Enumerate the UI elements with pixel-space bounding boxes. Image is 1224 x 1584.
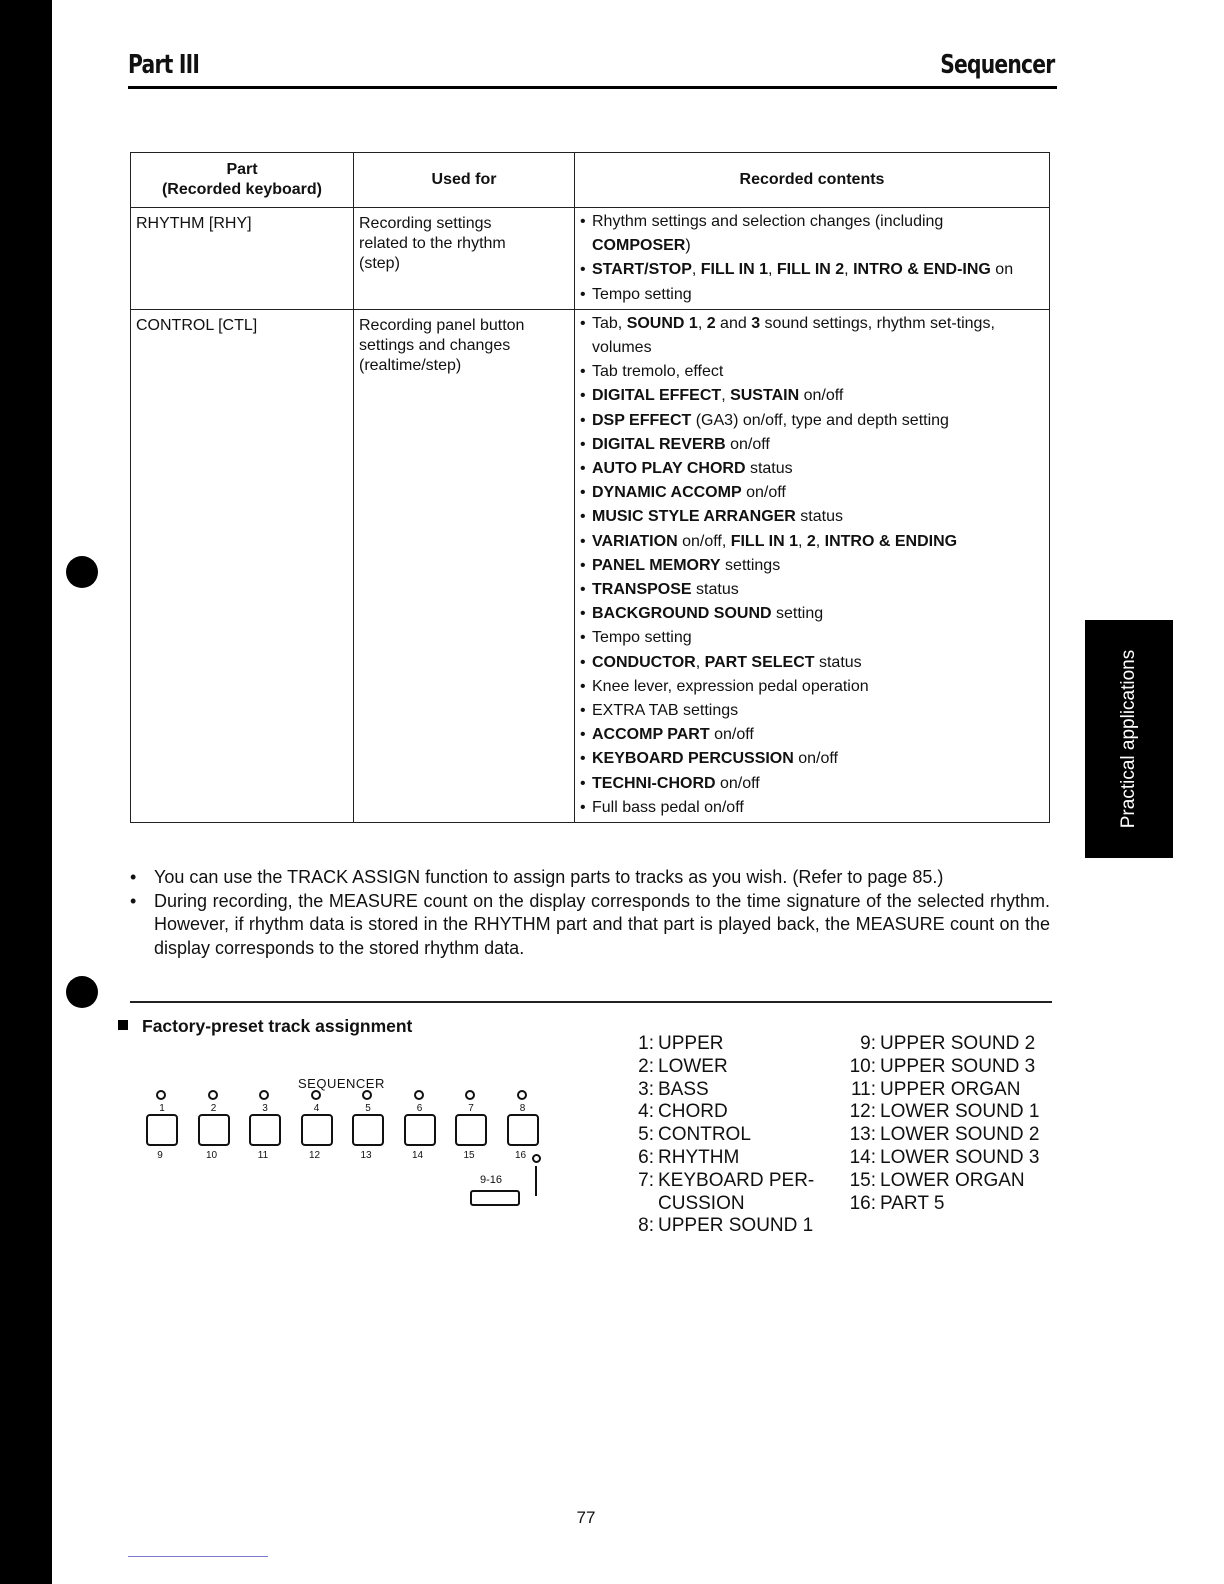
text-run: status: [691, 581, 739, 599]
sequencer-button-5: [352, 1114, 384, 1146]
text-run: and: [715, 314, 752, 332]
track-part: UPPER ORGAN: [880, 1078, 1021, 1100]
track-number-bottom: 12: [308, 1150, 321, 1161]
bold-run: DIGITAL REVERB: [592, 435, 726, 453]
track-part: UPPER SOUND 1: [658, 1215, 814, 1237]
text-run: ,: [721, 387, 731, 405]
track-number: 11:: [850, 1078, 876, 1100]
track-number: [592, 1193, 658, 1216]
bold-run: PART SELECT: [704, 653, 815, 671]
section-title: [118, 1016, 412, 1037]
track-number: 1:: [638, 1033, 654, 1054]
track-assignment-item: [592, 1056, 814, 1079]
bold-run: FILL IN 1: [730, 532, 798, 550]
track-part: RHYTHM: [658, 1146, 740, 1168]
track-part: CONTROL: [658, 1124, 751, 1146]
text-run: on/off: [725, 435, 770, 453]
bold-run: KEYBOARD PERCUSSION: [592, 750, 794, 768]
track-number-top: 6: [416, 1103, 423, 1114]
track-number-top: 8: [519, 1103, 526, 1114]
track-number: 9:: [860, 1033, 876, 1054]
bold-run: INTRO & ENDING: [824, 532, 958, 550]
track-assignment-item: [592, 1101, 814, 1124]
track-assignment-item: [592, 1215, 814, 1238]
track-number-bottom: 14: [411, 1150, 424, 1161]
text-run: settings: [720, 556, 781, 574]
bold-run: ACCOMP PART: [592, 726, 710, 744]
text-run: EXTRA TAB settings: [592, 702, 739, 720]
sequencer-button-4: [301, 1114, 333, 1146]
sequencer-led-icon: [465, 1090, 475, 1100]
cell-used-for: Recording settings related to the rhythm (step): [354, 208, 575, 310]
track-number: 7:: [638, 1169, 654, 1191]
bold-run: TECHNI-CHORD: [592, 774, 716, 792]
bold-run: FILL IN 1: [700, 261, 769, 279]
cell-part: RHYTHM [RHY]: [131, 208, 354, 310]
text-run: Full bass pedal on/off: [592, 798, 744, 816]
sequencer-led-icon: [517, 1090, 527, 1100]
text-run: ,: [697, 314, 707, 332]
text-run: setting: [771, 605, 824, 623]
text-run: ,: [695, 653, 705, 671]
contents-item: [580, 210, 1044, 258]
contents-item: [580, 747, 1044, 771]
track-assignment-item: [800, 1033, 1039, 1056]
text-run: status: [745, 460, 793, 478]
track-part: UPPER: [658, 1033, 724, 1054]
sequencer-led-icon: [156, 1090, 166, 1100]
text-run: ,: [768, 261, 777, 279]
text-run: ,: [815, 532, 825, 550]
sequencer-led-icon: [414, 1090, 424, 1100]
shift-connector-line: [535, 1166, 537, 1196]
cell-contents: [575, 309, 1050, 822]
left-binding-bar: [0, 0, 52, 1584]
text-run: on/off,: [677, 532, 731, 550]
recorded-contents-table: [130, 152, 1050, 823]
bold-run: INTRO & END-ING: [853, 261, 991, 279]
bold-run: PANEL MEMORY: [592, 556, 721, 574]
track-number: 10:: [849, 1055, 876, 1077]
text-run: ): [685, 237, 691, 255]
bold-run: DYNAMIC ACCOMP: [592, 484, 742, 502]
contents-item: [580, 530, 1044, 554]
bold-run: TRANSPOSE: [592, 581, 692, 599]
text-run: ,: [691, 261, 701, 279]
text-run: on/off: [709, 726, 754, 744]
text-run: ,: [844, 261, 854, 279]
text-run: on: [990, 261, 1014, 279]
track-number-top: 7: [468, 1103, 474, 1114]
header-cell-text: Recorded contents: [739, 171, 885, 188]
text-run: Tab tremolo, effect: [592, 363, 724, 381]
bold-run: BACKGROUND SOUND: [592, 605, 772, 623]
contents-item: [580, 675, 1044, 699]
track-number: 16:: [849, 1192, 876, 1214]
table-row-rhythm: [131, 208, 1050, 310]
contents-item: [580, 602, 1044, 626]
track-assignment-item: [592, 1147, 814, 1170]
section-title-text: Factory-preset track assignment: [142, 1016, 413, 1036]
contents-item: [580, 578, 1044, 602]
contents-item: [580, 384, 1044, 408]
track-list-right: [800, 1033, 1039, 1215]
sequencer-button-6: [404, 1114, 436, 1146]
text-run: (GA3) on/off, type and depth setting: [691, 411, 949, 429]
contents-item: [580, 626, 1044, 650]
track-part: UPPER SOUND 3: [880, 1055, 1036, 1077]
track-number-top: 5: [365, 1103, 371, 1114]
track-assignment-item: [800, 1124, 1039, 1147]
text-run: status: [814, 653, 862, 671]
contents-item: [580, 554, 1044, 578]
bold-run: AUTO PLAY CHORD: [592, 460, 746, 478]
section-rule: [130, 1001, 1052, 1003]
table-header-contents: [575, 153, 1050, 208]
track-part: CUSSION: [658, 1192, 745, 1214]
square-bullet-icon: [118, 1020, 128, 1030]
header-cell-text: Used for: [431, 171, 497, 188]
shift-led-icon: [532, 1154, 541, 1163]
bold-run: CONDUCTOR: [592, 653, 696, 671]
text-run: on/off: [741, 484, 786, 502]
sequencer-led-icon: [259, 1090, 269, 1100]
cell-contents: [575, 208, 1050, 310]
table-row-control: [131, 309, 1050, 822]
track-part: CHORD: [658, 1101, 728, 1123]
bold-run: SOUND 1: [626, 314, 698, 332]
bold-run: VARIATION: [592, 532, 678, 550]
track-part: LOWER: [658, 1055, 728, 1077]
binder-hole-upper: [66, 556, 98, 588]
bold-run: SUSTAIN: [730, 387, 800, 405]
header-section: Sequencer: [939, 50, 1054, 80]
bold-run: COMPOSER: [592, 237, 686, 255]
cell-used-for: Recording panel button settings and changes (realtime/step): [354, 309, 575, 822]
sequencer-led-icon: [208, 1090, 218, 1100]
sequencer-button-diagram: [136, 1070, 566, 1220]
text-run: on/off: [793, 750, 838, 768]
contents-item: [580, 505, 1044, 529]
track-number-top: 4: [313, 1103, 320, 1114]
track-number: 6:: [638, 1146, 654, 1168]
bold-run: START/STOP: [592, 261, 692, 279]
contents-item: [580, 651, 1044, 675]
track-number: 13:: [849, 1124, 876, 1146]
track-assignment-item: [800, 1193, 1039, 1216]
bold-run: MUSIC STYLE ARRANGER: [592, 508, 796, 526]
contents-item: [580, 409, 1044, 433]
table-header-used-for: [354, 153, 575, 208]
shift-key-label: 9-16: [480, 1174, 503, 1186]
bold-run: FILL IN 2: [776, 261, 845, 279]
track-number-bottom: 13: [360, 1150, 372, 1161]
track-number-bottom: 9: [157, 1150, 163, 1161]
text-run: on/off: [715, 774, 760, 792]
sequencer-button-3: [249, 1114, 281, 1146]
track-part: LOWER SOUND 3: [880, 1146, 1040, 1168]
track-assignment-item: [592, 1033, 814, 1056]
track-assignment-item: [800, 1079, 1039, 1102]
note-item: • During recording, the MEASURE count on the display corresponds to the time signature of the selected rhythm. However, if rhythm data is stored in the RHYTHM part and that part is played back, the MEASURE count on the display corresponds to the stored rhythm data.: [128, 890, 1050, 961]
contents-item: [580, 699, 1044, 723]
track-assignment-item: [592, 1079, 814, 1102]
bold-run: 2: [706, 314, 716, 332]
note-item: • You can use the TRACK ASSIGN function to assign parts to tracks as you wish. (Refer to page 85.): [128, 866, 1050, 890]
sequencer-button-7: [455, 1114, 487, 1146]
track-number-top: 1: [159, 1103, 165, 1114]
track-number-bottom: 11: [257, 1150, 269, 1161]
bold-run: 3: [751, 314, 761, 332]
track-part: BASS: [658, 1078, 709, 1100]
shift-key-icon: [470, 1190, 520, 1206]
track-number: 4:: [638, 1101, 654, 1123]
text-run: Tempo setting: [592, 629, 692, 647]
track-number: 14:: [849, 1146, 876, 1168]
track-list-left: [592, 1033, 814, 1238]
track-number-bottom: 10: [205, 1150, 218, 1161]
track-assignment-item: [592, 1193, 814, 1216]
sequencer-label: SEQUENCER: [298, 1076, 385, 1091]
side-tab-label: Practical applications: [1118, 649, 1139, 829]
bold-run: DSP EFFECT: [592, 411, 692, 429]
track-part: PART 5: [880, 1192, 945, 1214]
track-assignment-item: [800, 1147, 1039, 1170]
bold-run: 2: [806, 532, 816, 550]
track-number: 15:: [849, 1169, 876, 1191]
contents-item: [580, 312, 1044, 360]
contents-item: [580, 258, 1044, 282]
text-run: status: [795, 508, 843, 526]
table-header-part: [131, 153, 354, 208]
contents-item: [580, 796, 1044, 820]
contents-list: [580, 312, 1044, 820]
track-number-top: 3: [262, 1103, 268, 1114]
bold-run: DIGITAL EFFECT: [592, 387, 722, 405]
track-number: 8:: [638, 1215, 654, 1237]
track-number: 2:: [638, 1055, 654, 1077]
track-assignment-item: [592, 1124, 814, 1147]
contents-item: [580, 481, 1044, 505]
side-tab: [1085, 620, 1173, 858]
track-part: LOWER SOUND 1: [880, 1101, 1040, 1123]
contents-item: [580, 360, 1044, 384]
track-number-bottom: 15: [463, 1150, 475, 1161]
track-assignment-item: [800, 1101, 1039, 1124]
header-cell-text: Part (Recorded keyboard): [161, 161, 323, 198]
contents-item: [580, 723, 1044, 747]
binder-hole-lower: [66, 976, 98, 1008]
text-run: Tab,: [592, 314, 627, 332]
track-number: 5:: [638, 1124, 654, 1146]
text-run: ,: [797, 532, 807, 550]
track-number: 12:: [849, 1101, 876, 1123]
text-run: Rhythm settings and selection changes (including: [592, 213, 944, 230]
sequencer-button-1: [146, 1114, 178, 1146]
contents-list: [580, 210, 1044, 307]
text-run: sound settings, rhythm set-tings, volumes: [592, 314, 995, 357]
page-number: 77: [576, 1508, 596, 1527]
cell-part: CONTROL [CTL]: [131, 309, 354, 822]
notes-list: [128, 866, 1050, 960]
sequencer-button-2: [198, 1114, 230, 1146]
track-assignment-item: [592, 1170, 814, 1193]
track-part: LOWER ORGAN: [880, 1169, 1025, 1191]
track-assignment-item: [800, 1056, 1039, 1079]
sequencer-led-icon: [362, 1090, 372, 1100]
header-part: Part III: [128, 50, 200, 80]
track-assignment-item: [800, 1170, 1039, 1193]
sequencer-button-8: [507, 1114, 539, 1146]
track-number: 3:: [638, 1078, 654, 1100]
text-run: Knee lever, expression pedal operation: [592, 677, 869, 695]
bottom-rule: [128, 1556, 268, 1557]
track-part: KEYBOARD PER-: [658, 1169, 815, 1191]
text-run: on/off: [799, 387, 844, 405]
track-number-top: 2: [210, 1103, 217, 1114]
contents-item: [580, 283, 1044, 307]
track-part: UPPER SOUND 2: [880, 1033, 1036, 1054]
contents-item: [580, 772, 1044, 796]
track-part: LOWER SOUND 2: [880, 1124, 1040, 1146]
track-number-bottom: 16: [514, 1150, 527, 1161]
contents-item: [580, 433, 1044, 457]
header-rule: [128, 86, 1057, 89]
contents-item: [580, 457, 1044, 481]
sequencer-led-icon: [311, 1090, 321, 1100]
text-run: Tempo setting: [592, 285, 692, 303]
